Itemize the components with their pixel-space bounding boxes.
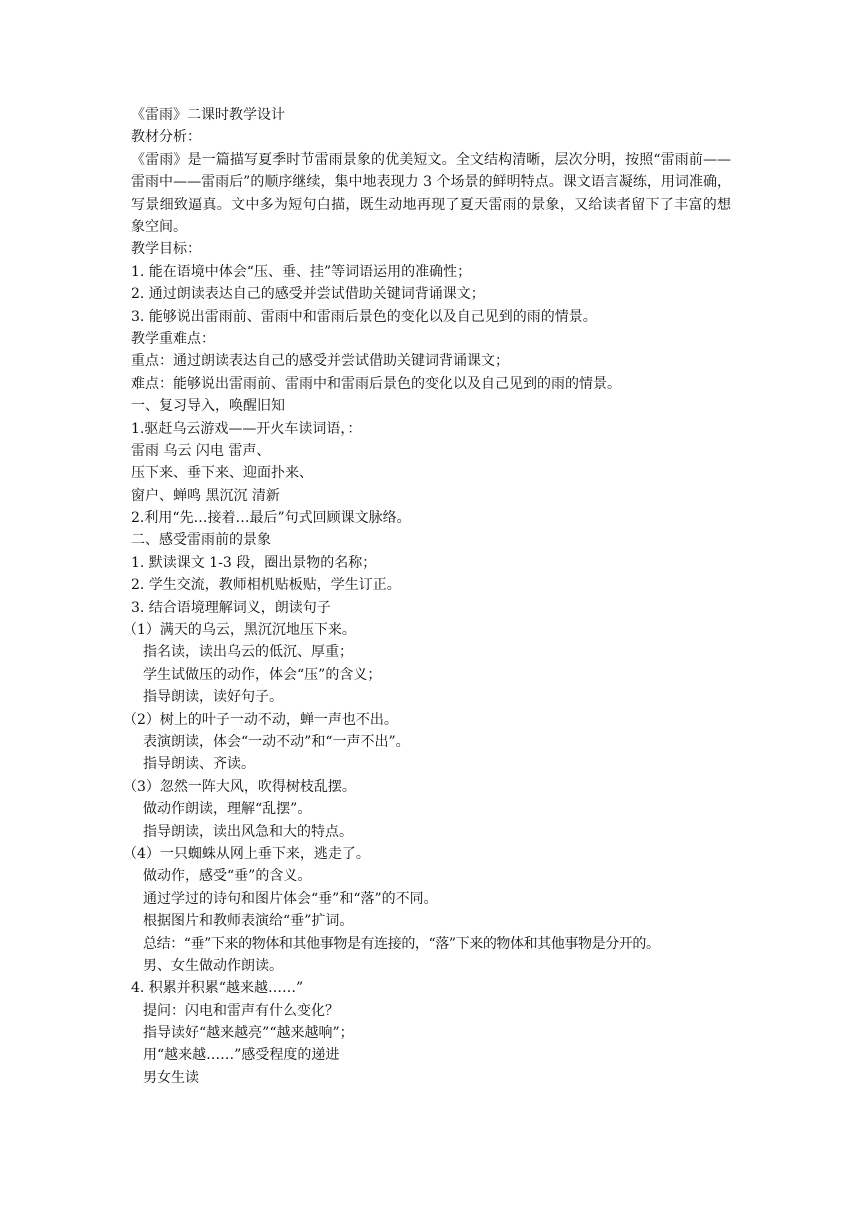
goal-item: 2. 通过朗读表达自己的感受并尝试借助关键词背诵课文；	[131, 286, 485, 303]
section2-line: 3. 结合语境理解词义，朗读句子	[131, 599, 331, 616]
section1-line: 压下来、垂下来、迎面扑来、	[131, 465, 313, 482]
item4-step: 用“越来越……”感受程度的递进	[143, 1047, 340, 1064]
sentence-item-step: 指导朗读、齐读。	[143, 756, 255, 773]
analysis-heading: 教材分析：	[131, 129, 201, 146]
section-heading-2: 二、感受雷雨前的景象	[131, 532, 271, 549]
goals-heading: 教学目标：	[131, 241, 201, 258]
sentence-item-step: 通过学过的诗句和图片体会“垂”和“落”的不同。	[143, 890, 438, 907]
section1-line: 1.驱赶乌云游戏——开火车读词语，：	[131, 420, 362, 437]
item4-step: 提问：闪电和雷声有什么变化？	[143, 1002, 339, 1019]
section1-line: 窗户、蝉鸣 黑沉沉 清新	[131, 487, 280, 504]
goal-item: 3. 能够说出雷雨前、雷雨中和雷雨后景色的变化以及自己见到的雨的情景。	[131, 308, 597, 325]
sentence-item-step: 指导朗读，读出风急和大的特点。	[143, 823, 353, 840]
sentence-item-step: 学生试做压的动作，体会“压”的含义；	[143, 666, 382, 683]
document-body	[123, 104, 731, 1089]
difficult-point: 难点：能够说出雷雨前、雷雨中和雷雨后景色的变化以及自己见到的雨的情景。	[131, 375, 621, 392]
key-point: 重点：通过朗读表达自己的感受并尝试借助关键词背诵课文；	[131, 353, 509, 370]
item4-step: 男女生读	[143, 1069, 199, 1086]
section-heading-1: 一、复习导入，唤醒旧知	[131, 398, 285, 415]
sentence-item-step: 根据图片和教师表演给“垂”扩词。	[143, 913, 354, 930]
item4-step: 指导读好“越来越亮”“越来越响”；	[143, 1025, 354, 1042]
section1-line: 雷雨 乌云 闪电 雷声、	[131, 442, 271, 459]
sentence-item-heading: （1）满天的乌云，黑沉沉地压下来。	[123, 622, 356, 639]
section2-line: 1. 默读课文 1-3 段，圈出景物的名称；	[131, 554, 377, 571]
key-points-heading: 教学重难点：	[131, 330, 215, 347]
sentence-item-heading: （4）一只蜘蛛从网上垂下来，逃走了。	[123, 845, 370, 862]
sentence-item-step: 指名读，读出乌云的低沉、厚重；	[143, 644, 353, 661]
sentence-item-step: 指导朗读，读好句子。	[143, 689, 283, 706]
sentence-item-heading: （3）忽然一阵大风，吹得树枝乱摆。	[123, 778, 356, 795]
sentence-item-step: 表演朗读，体会“一动不动”和“一声不出”。	[143, 734, 410, 750]
section1-line: 2.利用“先…接着…最后”句式回顾课文脉络。	[131, 510, 411, 527]
sentence-item-step: 做动作，感受“垂”的含义。	[143, 868, 312, 885]
sentence-item-step: 总结：“垂”下来的物体和其他事物是有连接的，“落”下来的物体和其他事物是分开的。	[143, 935, 660, 952]
item4-heading: 4. 积累并积累“越来越……”	[131, 980, 304, 997]
sentence-item-step: 做动作朗读，理解“乱摆”。	[143, 801, 312, 818]
analysis-paragraph: 《雷雨》是一篇描写夏季时节雷雨景象的优美短文。全文结构清晰，层次分明，按照“雷雨前——雷雨中——雷雨后”的顺序继续，集中地表现力 3 个场景的鲜明特点。课文语言凝练，用词准确，写景细致逼真。文中多为短句白描，既生动地再现了夏天雷雨的景象，又给读者留下了丰富的想象空间。	[131, 151, 731, 235]
sentence-item-heading: （2）树上的叶子一动不动，蝉一声也不出。	[123, 711, 398, 728]
document-title: 《雷雨》二课时教学设计	[131, 107, 285, 123]
sentence-item-step: 男、女生做动作朗读。	[143, 957, 283, 974]
section2-line: 2. 学生交流，教师相机贴板贴，学生订正。	[131, 577, 401, 594]
goal-item: 1. 能在语境中体会“压、垂、挂”等词语运用的准确性；	[131, 263, 472, 280]
